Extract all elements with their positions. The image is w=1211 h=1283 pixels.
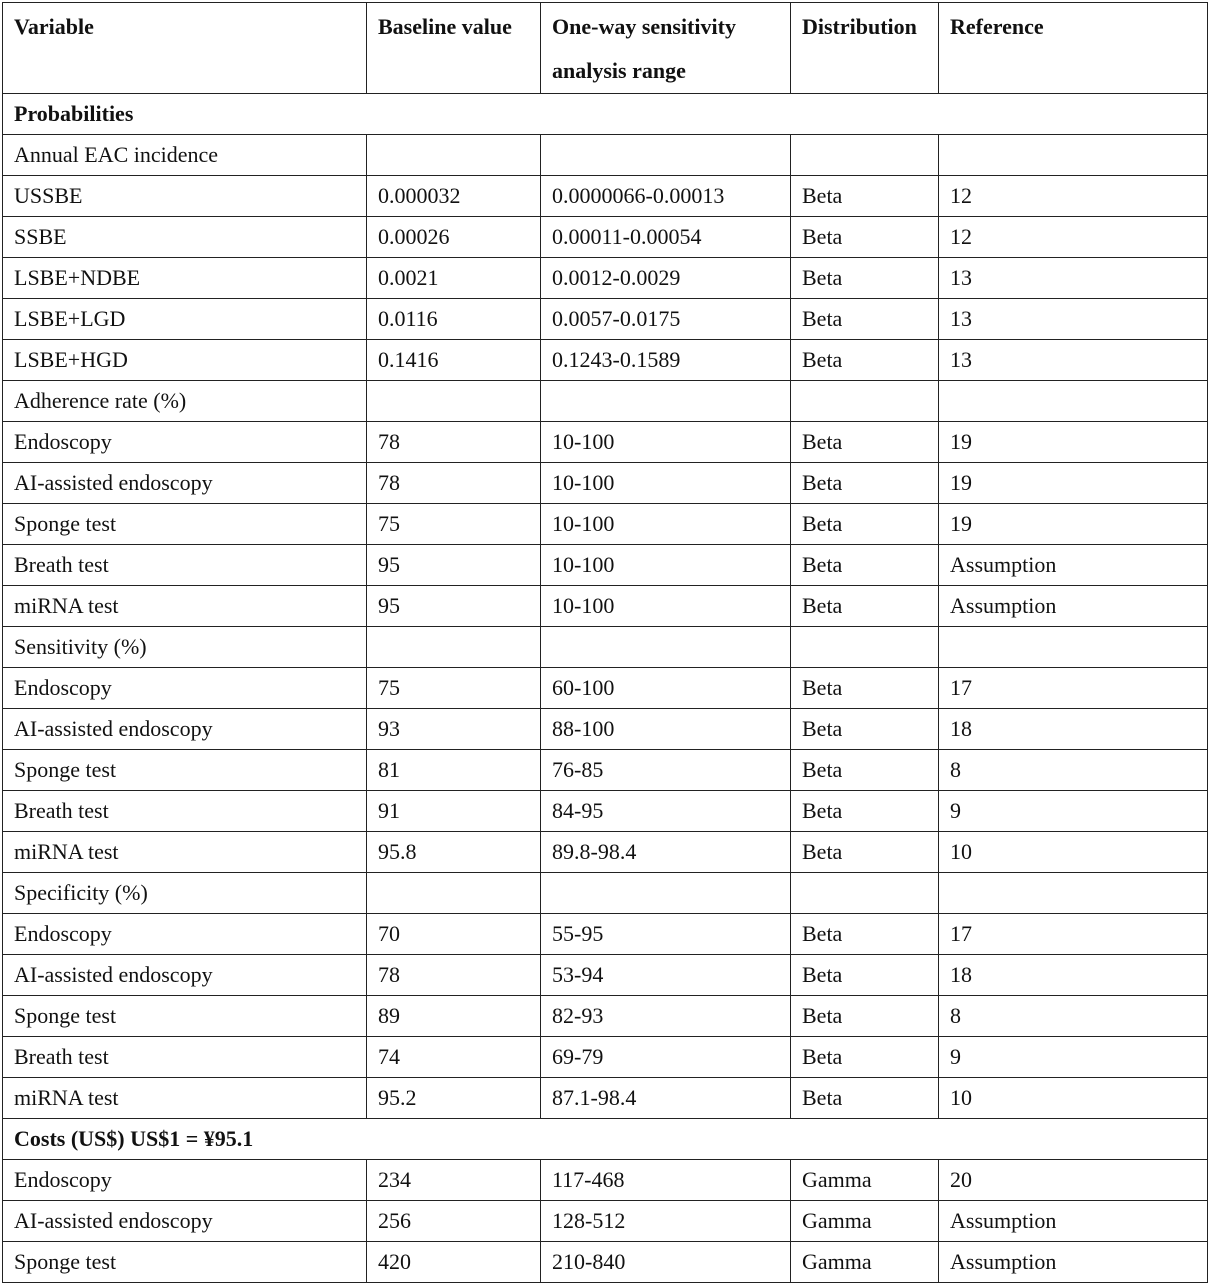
cell-reference <box>939 627 1208 668</box>
cell-baseline-value: 75 <box>367 668 541 709</box>
cell-distribution <box>791 381 939 422</box>
cell-variable: AI-assisted endoscopy <box>3 1201 367 1242</box>
cell-distribution <box>791 135 939 176</box>
table-row <box>3 217 1208 258</box>
cell-sensitivity-range: 0.0057-0.0175 <box>541 299 791 340</box>
table-row <box>3 832 1208 873</box>
cell-distribution: Gamma <box>791 1160 939 1201</box>
cell-reference: 10 <box>939 832 1208 873</box>
header-variable: Variable <box>3 3 367 94</box>
cell-baseline-value: 75 <box>367 504 541 545</box>
cell-distribution: Beta <box>791 586 939 627</box>
cell-sensitivity-range: 10-100 <box>541 586 791 627</box>
cell-distribution: Beta <box>791 914 939 955</box>
cell-variable: Breath test <box>3 545 367 586</box>
group-row <box>3 135 1208 176</box>
cell-reference: 13 <box>939 258 1208 299</box>
cell-variable: AI-assisted endoscopy <box>3 709 367 750</box>
cell-distribution: Beta <box>791 791 939 832</box>
cell-reference: Assumption <box>939 545 1208 586</box>
cell-reference: 19 <box>939 504 1208 545</box>
cell-reference: 12 <box>939 217 1208 258</box>
cell-variable: LSBE+HGD <box>3 340 367 381</box>
cell-reference: Assumption <box>939 586 1208 627</box>
cell-baseline-value: 78 <box>367 422 541 463</box>
cell-distribution <box>791 873 939 914</box>
cell-baseline-value: 81 <box>367 750 541 791</box>
cell-distribution: Beta <box>791 955 939 996</box>
cell-distribution: Gamma <box>791 1201 939 1242</box>
cell-sensitivity-range: 117-468 <box>541 1160 791 1201</box>
cell-sensitivity-range: 53-94 <box>541 955 791 996</box>
table-row <box>3 176 1208 217</box>
cell-distribution: Beta <box>791 258 939 299</box>
table-row <box>3 1078 1208 1119</box>
cell-variable: Sensitivity (%) <box>3 627 367 668</box>
cell-reference: 19 <box>939 463 1208 504</box>
cell-reference: 9 <box>939 791 1208 832</box>
cell-distribution: Beta <box>791 709 939 750</box>
cell-reference: 18 <box>939 709 1208 750</box>
table-row <box>3 299 1208 340</box>
cell-sensitivity-range: 82-93 <box>541 996 791 1037</box>
table-row <box>3 668 1208 709</box>
cell-reference: Assumption <box>939 1201 1208 1242</box>
cell-reference <box>939 135 1208 176</box>
cell-baseline-value: 0.000032 <box>367 176 541 217</box>
cell-variable: Sponge test <box>3 750 367 791</box>
cell-sensitivity-range: 69-79 <box>541 1037 791 1078</box>
cell-sensitivity-range: 10-100 <box>541 463 791 504</box>
cell-baseline-value <box>367 381 541 422</box>
cell-baseline-value: 78 <box>367 955 541 996</box>
section-label: Probabilities <box>3 94 1208 135</box>
cell-sensitivity-range: 0.0012-0.0029 <box>541 258 791 299</box>
cell-sensitivity-range: 0.1243-0.1589 <box>541 340 791 381</box>
cell-reference: 13 <box>939 340 1208 381</box>
cell-sensitivity-range <box>541 135 791 176</box>
cell-sensitivity-range: 60-100 <box>541 668 791 709</box>
cell-variable: Breath test <box>3 1037 367 1078</box>
cell-variable: Endoscopy <box>3 668 367 709</box>
table-row <box>3 258 1208 299</box>
header-sensitivity-range: One-way sensitivity analysis range <box>541 3 791 94</box>
cell-variable: Sponge test <box>3 996 367 1037</box>
table-body <box>3 94 1208 1283</box>
cell-sensitivity-range <box>541 873 791 914</box>
cell-variable: AI-assisted endoscopy <box>3 955 367 996</box>
cell-reference: 12 <box>939 176 1208 217</box>
cell-reference: 9 <box>939 1037 1208 1078</box>
cell-variable: Sponge test <box>3 1242 367 1283</box>
cell-baseline-value: 234 <box>367 1160 541 1201</box>
section-row <box>3 94 1208 135</box>
group-row <box>3 873 1208 914</box>
cell-variable: Adherence rate (%) <box>3 381 367 422</box>
cell-baseline-value: 74 <box>367 1037 541 1078</box>
cell-baseline-value: 0.1416 <box>367 340 541 381</box>
cell-baseline-value: 95.8 <box>367 832 541 873</box>
cell-distribution: Beta <box>791 217 939 258</box>
cell-sensitivity-range: 10-100 <box>541 545 791 586</box>
cell-baseline-value: 95 <box>367 545 541 586</box>
cell-baseline-value: 0.0021 <box>367 258 541 299</box>
cell-sensitivity-range: 84-95 <box>541 791 791 832</box>
cell-sensitivity-range: 87.1-98.4 <box>541 1078 791 1119</box>
table-row <box>3 1037 1208 1078</box>
cell-baseline-value: 0.00026 <box>367 217 541 258</box>
cell-sensitivity-range: 88-100 <box>541 709 791 750</box>
table-row <box>3 545 1208 586</box>
cell-reference: 17 <box>939 914 1208 955</box>
cell-sensitivity-range <box>541 381 791 422</box>
table-row <box>3 463 1208 504</box>
cell-variable: AI-assisted endoscopy <box>3 463 367 504</box>
cell-baseline-value: 91 <box>367 791 541 832</box>
cell-baseline-value: 78 <box>367 463 541 504</box>
cell-variable: Breath test <box>3 791 367 832</box>
cell-variable: Endoscopy <box>3 422 367 463</box>
table-row <box>3 791 1208 832</box>
cell-variable: miRNA test <box>3 586 367 627</box>
cell-reference <box>939 873 1208 914</box>
table-row <box>3 709 1208 750</box>
table-row <box>3 1160 1208 1201</box>
cell-baseline-value: 256 <box>367 1201 541 1242</box>
cell-baseline-value: 89 <box>367 996 541 1037</box>
cell-reference: 10 <box>939 1078 1208 1119</box>
cell-sensitivity-range: 76-85 <box>541 750 791 791</box>
cell-distribution: Beta <box>791 504 939 545</box>
cell-baseline-value: 420 <box>367 1242 541 1283</box>
cell-distribution: Beta <box>791 299 939 340</box>
cell-baseline-value: 95 <box>367 586 541 627</box>
cell-baseline-value: 70 <box>367 914 541 955</box>
header-row <box>3 3 1208 94</box>
cell-distribution: Beta <box>791 463 939 504</box>
table-row <box>3 340 1208 381</box>
cell-variable: Annual EAC incidence <box>3 135 367 176</box>
cell-variable: SSBE <box>3 217 367 258</box>
cell-distribution: Beta <box>791 1078 939 1119</box>
cell-baseline-value <box>367 627 541 668</box>
cell-variable: USSBE <box>3 176 367 217</box>
cell-sensitivity-range <box>541 627 791 668</box>
table-row <box>3 422 1208 463</box>
cell-reference: 20 <box>939 1160 1208 1201</box>
cell-distribution: Beta <box>791 422 939 463</box>
header-baseline-value: Baseline value <box>367 3 541 94</box>
cell-variable: miRNA test <box>3 832 367 873</box>
cell-distribution: Beta <box>791 1037 939 1078</box>
cell-distribution: Beta <box>791 996 939 1037</box>
cell-baseline-value <box>367 135 541 176</box>
cell-sensitivity-range: 0.0000066-0.00013 <box>541 176 791 217</box>
cell-sensitivity-range: 0.00011-0.00054 <box>541 217 791 258</box>
cell-distribution: Beta <box>791 750 939 791</box>
cell-reference <box>939 381 1208 422</box>
cell-reference: 8 <box>939 996 1208 1037</box>
table-row <box>3 1201 1208 1242</box>
cell-reference: 8 <box>939 750 1208 791</box>
table-row <box>3 914 1208 955</box>
table-row <box>3 1242 1208 1283</box>
table-row <box>3 955 1208 996</box>
section-label: Costs (US$) US$1 = ¥95.1 <box>3 1119 1208 1160</box>
cell-variable: Endoscopy <box>3 1160 367 1201</box>
cell-distribution: Beta <box>791 832 939 873</box>
cell-baseline-value: 0.0116 <box>367 299 541 340</box>
group-row <box>3 381 1208 422</box>
table-row <box>3 586 1208 627</box>
section-row <box>3 1119 1208 1160</box>
cell-reference: 18 <box>939 955 1208 996</box>
header-reference: Reference <box>939 3 1208 94</box>
group-row <box>3 627 1208 668</box>
cell-distribution <box>791 627 939 668</box>
cell-reference: Assumption <box>939 1242 1208 1283</box>
cell-reference: 19 <box>939 422 1208 463</box>
cell-reference: 17 <box>939 668 1208 709</box>
cell-sensitivity-range: 89.8-98.4 <box>541 832 791 873</box>
cell-sensitivity-range: 210-840 <box>541 1242 791 1283</box>
table-row <box>3 750 1208 791</box>
cell-distribution: Gamma <box>791 1242 939 1283</box>
table-row <box>3 504 1208 545</box>
cell-variable: LSBE+NDBE <box>3 258 367 299</box>
cell-sensitivity-range: 10-100 <box>541 422 791 463</box>
cell-baseline-value: 95.2 <box>367 1078 541 1119</box>
cell-variable: Endoscopy <box>3 914 367 955</box>
cell-distribution: Beta <box>791 340 939 381</box>
cell-baseline-value <box>367 873 541 914</box>
cell-variable: Sponge test <box>3 504 367 545</box>
cell-distribution: Beta <box>791 545 939 586</box>
cell-variable: Specificity (%) <box>3 873 367 914</box>
cell-sensitivity-range: 10-100 <box>541 504 791 545</box>
cell-reference: 13 <box>939 299 1208 340</box>
cell-sensitivity-range: 128-512 <box>541 1201 791 1242</box>
cell-baseline-value: 93 <box>367 709 541 750</box>
cell-variable: LSBE+LGD <box>3 299 367 340</box>
header-distribution: Distribution <box>791 3 939 94</box>
cell-distribution: Beta <box>791 668 939 709</box>
table-row <box>3 996 1208 1037</box>
cell-sensitivity-range: 55-95 <box>541 914 791 955</box>
cell-variable: miRNA test <box>3 1078 367 1119</box>
cell-distribution: Beta <box>791 176 939 217</box>
parameters-table <box>2 2 1208 1283</box>
